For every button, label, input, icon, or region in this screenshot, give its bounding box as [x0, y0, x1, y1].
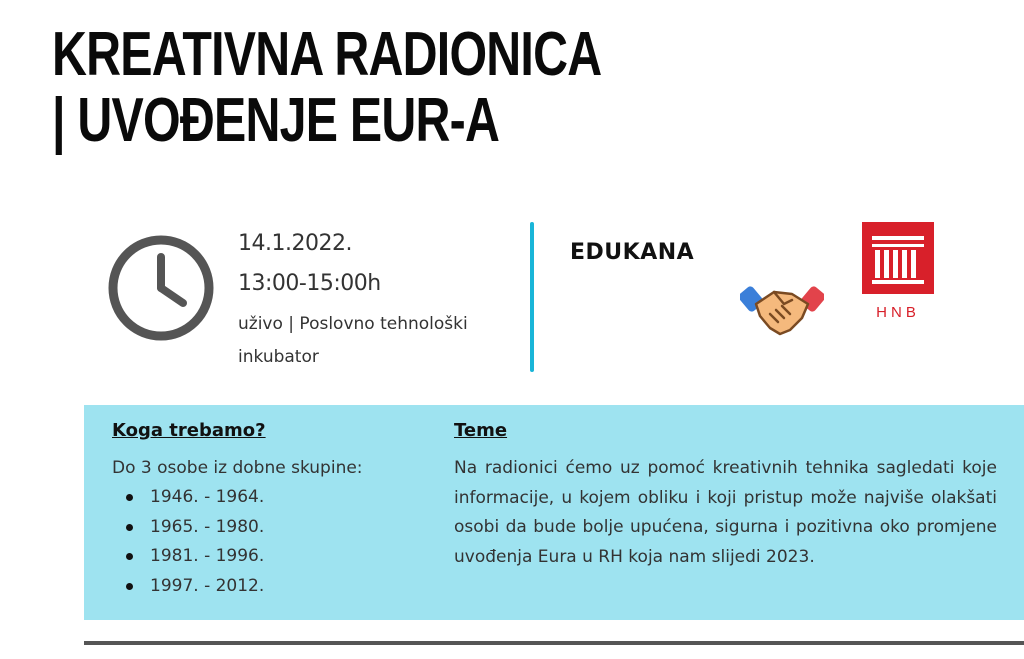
topics-section: [454, 418, 997, 572]
list-item: [112, 483, 422, 513]
event-date: 14.1.2022.: [238, 231, 352, 256]
topics-text: Na radionici ćemo uz pomoć kreativnih tehnika sagledati koje informacije, u kojem obliku i koji pristup može najviše olakšati osobi da bude bolje upućena, sigurna i pozitivna oko promjene uvođenja Eura u RH koja nam slijedi 2023.: [454, 458, 997, 567]
event-info: [238, 224, 528, 374]
clock-icon: [106, 233, 216, 343]
topics-heading: Teme: [454, 420, 508, 441]
age-group-list: [112, 483, 422, 601]
age-group: 1965. - 1980.: [150, 516, 265, 537]
title-line-2: | UVOĐENJE EUR-A: [52, 86, 500, 155]
age-group: 1946. - 1964.: [150, 487, 265, 507]
vertical-divider: [530, 222, 534, 372]
title-line-1: KREATIVNA RADIONICA: [52, 20, 602, 89]
event-time: 13:00-15:00h: [238, 271, 381, 296]
bullet-icon: [126, 553, 133, 560]
hnb-logo: [862, 222, 934, 294]
organizer-name: EDUKANA: [570, 240, 695, 265]
who-heading: Koga trebamo?: [112, 420, 266, 441]
bullet-icon: [126, 524, 133, 531]
hnb-label: HNB: [876, 304, 920, 321]
bottom-divider: [84, 641, 1024, 645]
age-group: 1981. - 1996.: [150, 546, 265, 566]
bullet-icon: [126, 494, 133, 501]
age-group: 1997. - 2012.: [150, 575, 265, 596]
handshake-icon: [740, 274, 824, 340]
event-location: uživo | Poslovno tehnološki inkubator: [238, 314, 468, 367]
list-item: [112, 513, 422, 543]
who-section: [112, 418, 422, 601]
page-title: [52, 22, 601, 154]
list-item: [112, 542, 422, 572]
list-item: [112, 572, 422, 602]
bullet-icon: [126, 583, 133, 590]
who-intro: Do 3 osobe iz dobne skupine:: [112, 458, 363, 478]
